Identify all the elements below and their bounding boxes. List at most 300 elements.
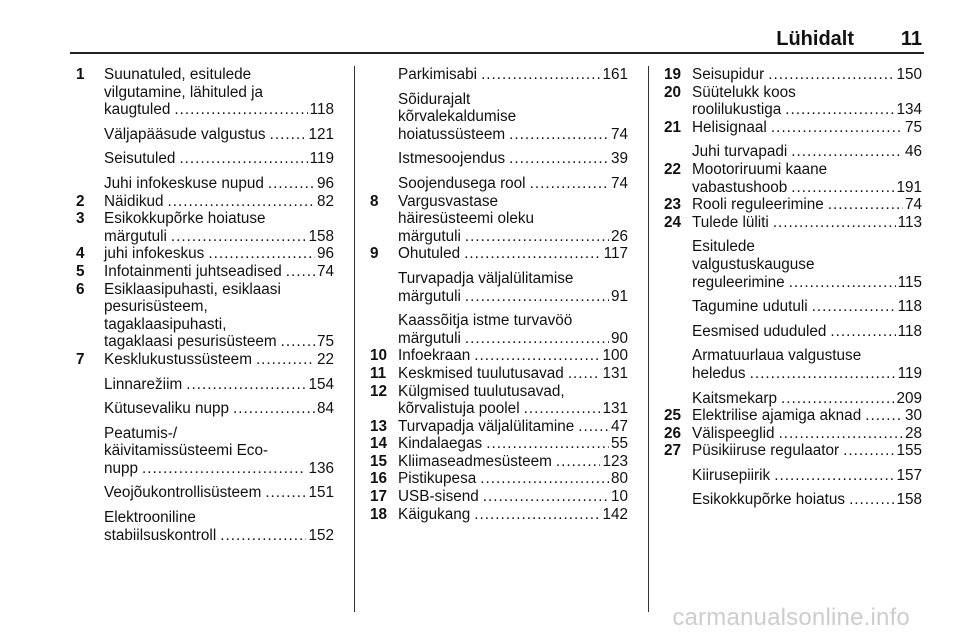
page-reference: 39 — [610, 150, 628, 168]
entry-text: Süütelukk koos — [692, 83, 796, 101]
page-reference: 100 — [602, 347, 628, 365]
entry-text: Pistikupesa — [398, 470, 477, 488]
entry-text: Esikokkupõrke hoiatus — [692, 491, 846, 509]
callout-number — [664, 143, 692, 161]
dot-leader — [464, 245, 602, 263]
entry-body — [104, 400, 334, 418]
callout-number — [664, 390, 692, 408]
dot-leader — [281, 333, 315, 351]
entry-text: Sõidurajalt — [398, 90, 471, 108]
callout-number — [370, 270, 398, 305]
index-entry — [76, 484, 334, 502]
index-entry — [664, 298, 922, 316]
dot-leader — [509, 126, 609, 144]
index-entry — [370, 453, 628, 471]
dot-leader — [812, 298, 896, 316]
page-reference: 90 — [610, 329, 628, 347]
dot-leader — [208, 245, 315, 263]
entry-text: Kesklukustussüsteem — [104, 350, 252, 368]
dot-leader — [265, 484, 306, 502]
callout-number: 4 — [76, 245, 85, 263]
index-entry — [664, 161, 922, 196]
page-reference: 131 — [602, 364, 628, 382]
callout-number: 7 — [76, 350, 85, 368]
dot-leader — [465, 288, 609, 306]
callout-number: 2 — [76, 192, 85, 210]
dot-leader — [268, 175, 315, 193]
entry-text: märgutuli — [398, 287, 461, 305]
page-reference: 74 — [610, 125, 628, 143]
dot-leader — [509, 150, 609, 168]
index-entry — [76, 509, 334, 544]
dot-leader — [174, 101, 307, 119]
callout-number: 22 — [664, 160, 682, 178]
page-reference: 161 — [602, 66, 628, 83]
entry-body — [398, 150, 628, 168]
index-entry — [76, 66, 334, 119]
entry-text: vilgutamine, lähituled ja — [104, 83, 264, 101]
entry-text: Istmesoojendus — [398, 150, 506, 168]
index-entry — [76, 175, 334, 193]
callout-number: 20 — [664, 83, 682, 101]
entry-text: tagaklaasi pesurisüsteem — [104, 333, 277, 351]
callout-number — [664, 323, 692, 341]
callout-number — [664, 238, 692, 291]
entry-text: Esikokkupõrke hoiatuse — [104, 210, 266, 228]
index-entry — [370, 91, 628, 144]
entry-body — [398, 470, 628, 488]
index-entry — [664, 347, 922, 382]
page-reference: 142 — [602, 505, 628, 523]
callout-number — [370, 175, 398, 193]
dot-leader — [220, 527, 306, 545]
entry-text: Kütusevaliku nupp — [104, 400, 230, 418]
entry-body — [104, 66, 334, 119]
page-reference: 119 — [309, 150, 334, 168]
callout-number: 14 — [370, 435, 388, 453]
entry-body — [692, 66, 922, 84]
entry-text: Juhi infokeskuse nupud — [104, 174, 264, 192]
dot-leader — [142, 460, 306, 478]
dot-leader — [186, 376, 306, 394]
entry-text: Kiirusepiirik — [692, 466, 771, 484]
entry-text: Infoekraan — [398, 347, 471, 365]
callout-number — [76, 175, 104, 193]
page-reference: 157 — [896, 466, 922, 484]
entry-body — [104, 484, 334, 502]
callout-number: 3 — [76, 210, 85, 228]
index-entry — [370, 347, 628, 365]
entry-body — [398, 435, 628, 453]
index-entry — [664, 425, 922, 443]
index-entry — [370, 365, 628, 383]
index-entry — [76, 193, 334, 211]
callout-number — [76, 484, 104, 502]
dot-leader — [483, 488, 609, 506]
index-entry — [370, 175, 628, 193]
entry-body — [692, 143, 922, 161]
header-rule — [70, 52, 924, 54]
index-entry — [370, 245, 628, 263]
entry-text: Infotainmenti juhtseadised — [104, 262, 282, 280]
callout-number: 17 — [370, 488, 388, 506]
page-reference: 46 — [904, 143, 922, 161]
callout-number — [76, 425, 104, 478]
callout-number — [76, 376, 104, 394]
entry-body — [104, 281, 334, 351]
index-entry — [370, 312, 628, 347]
dot-leader — [168, 193, 315, 211]
entry-text: Veojõukontrollisüsteem — [104, 484, 262, 502]
dot-leader — [486, 435, 609, 453]
entry-body — [398, 453, 628, 471]
entry-text: märgutuli — [398, 329, 461, 347]
page-reference: 154 — [308, 375, 334, 393]
entry-body — [104, 150, 334, 168]
callout-number: 6 — [76, 280, 85, 298]
callout-number: 16 — [370, 470, 388, 488]
callout-number: 5 — [76, 262, 85, 280]
entry-text: Suunatuled, esitulede — [104, 66, 252, 83]
page-reference: 158 — [308, 227, 334, 245]
dot-leader — [465, 228, 609, 246]
dot-leader — [556, 453, 601, 471]
page-reference: 10 — [610, 488, 628, 506]
index-entry — [370, 150, 628, 168]
entry-body — [692, 238, 922, 291]
entry-body — [398, 506, 628, 524]
page-reference: 191 — [896, 178, 922, 196]
dot-leader — [474, 506, 600, 524]
index-entry — [664, 119, 922, 137]
entry-text: märgutuli — [398, 227, 461, 245]
entry-body — [692, 347, 922, 382]
index-entry — [370, 383, 628, 418]
entry-body — [104, 376, 334, 394]
index-entry — [370, 66, 628, 84]
page-reference: 74 — [904, 196, 922, 214]
callout-number: 27 — [664, 442, 682, 460]
entry-text: Kaassõitja istme turvavöö — [398, 312, 573, 330]
entry-text: Seisupidur — [692, 66, 765, 83]
callout-number — [76, 126, 104, 144]
dot-leader — [789, 274, 896, 292]
index-column-2 — [370, 66, 628, 523]
callout-number: 25 — [664, 407, 682, 425]
index-entry — [370, 270, 628, 305]
entry-text: kaugtuled — [104, 101, 171, 119]
dot-leader — [530, 175, 609, 193]
entry-body — [398, 365, 628, 383]
entry-body — [692, 298, 922, 316]
page-reference: 91 — [610, 287, 628, 305]
page-reference: 96 — [316, 174, 334, 192]
entry-body — [104, 245, 334, 263]
callout-number: 18 — [370, 505, 388, 523]
index-entry — [664, 214, 922, 232]
entry-body — [692, 84, 922, 119]
callout-number: 15 — [370, 452, 388, 470]
page-reference: 74 — [610, 174, 628, 192]
entry-body — [398, 312, 628, 347]
entry-text: Tulede lüliti — [692, 213, 769, 231]
dot-leader — [465, 330, 609, 348]
callout-number: 1 — [76, 66, 85, 83]
page-reference: 84 — [316, 400, 334, 418]
entry-text: Kaitsmekarp — [692, 389, 778, 407]
dot-leader — [480, 470, 609, 488]
callout-number: 24 — [664, 213, 682, 231]
dot-leader — [179, 150, 307, 168]
index-entry — [370, 193, 628, 246]
entry-body — [398, 245, 628, 263]
entry-text: kõrvalekaldumise — [398, 108, 517, 126]
entry-text: Linnarežiim — [104, 375, 183, 393]
callout-number — [76, 150, 104, 168]
entry-text: Kindalaegas — [398, 435, 483, 453]
callout-number — [370, 66, 398, 84]
page-reference: 82 — [316, 192, 334, 210]
entry-body — [104, 351, 334, 369]
dot-leader — [474, 347, 600, 365]
callout-number — [664, 491, 692, 509]
entry-text: tagaklaasipuhasti, — [104, 315, 227, 333]
callout-number — [76, 509, 104, 544]
entry-text: Näidikud — [104, 192, 164, 210]
dot-leader — [771, 119, 903, 137]
entry-text: Soojendusega rool — [398, 174, 526, 192]
page-reference: 121 — [308, 125, 334, 143]
entry-text: Rooli reguleerimine — [692, 196, 824, 214]
index-column-3 — [664, 66, 922, 509]
entry-body — [692, 442, 922, 460]
watermark: carmanualsonline.info — [672, 604, 910, 631]
entry-body — [398, 270, 628, 305]
page-reference: 119 — [897, 364, 922, 382]
callout-number — [664, 467, 692, 485]
entry-body — [398, 418, 628, 436]
page-reference: 28 — [904, 424, 922, 442]
column-divider — [648, 66, 649, 612]
entry-text: Keskmised tuulutusavad — [398, 364, 564, 382]
callout-number — [370, 91, 398, 144]
entry-text: USB-sisend — [398, 488, 479, 506]
dot-leader — [233, 400, 315, 418]
index-entry — [76, 150, 334, 168]
page-reference: 209 — [896, 389, 922, 407]
page-reference: 96 — [316, 245, 334, 263]
page-reference: 118 — [897, 298, 922, 316]
index-entry — [370, 488, 628, 506]
entry-text: märgutuli — [104, 227, 167, 245]
index-entry — [76, 281, 334, 351]
callout-number: 12 — [370, 382, 388, 400]
entry-text: käivitamissüsteemi Eco- — [104, 442, 269, 460]
entry-text: Helisignaal — [692, 118, 767, 136]
page-reference: 131 — [602, 400, 628, 418]
dot-leader — [791, 143, 903, 161]
dot-leader — [568, 365, 601, 383]
dot-leader — [849, 491, 894, 509]
dot-leader — [768, 66, 894, 84]
page-reference: 75 — [316, 333, 334, 351]
index-entry — [76, 263, 334, 281]
page-reference: 113 — [897, 213, 922, 231]
index-column-1 — [76, 66, 334, 544]
entry-body — [692, 323, 922, 341]
entry-body — [104, 175, 334, 193]
index-entry — [664, 407, 922, 425]
page-reference: 134 — [896, 101, 922, 119]
callout-number — [370, 150, 398, 168]
dot-leader — [286, 263, 315, 281]
entry-body — [692, 196, 922, 214]
dot-leader — [828, 196, 903, 214]
index-entry — [664, 66, 922, 84]
entry-body — [104, 210, 334, 245]
page-reference: 150 — [896, 66, 922, 83]
index-entry — [664, 323, 922, 341]
dot-leader — [781, 390, 894, 408]
callout-number: 21 — [664, 118, 682, 136]
entry-body — [692, 467, 922, 485]
entry-text: Mootoriruumi kaane — [692, 160, 828, 178]
page-reference: 80 — [610, 470, 628, 488]
entry-body — [104, 425, 334, 478]
entry-text: Vargusvastase — [398, 192, 499, 210]
dot-leader — [779, 425, 903, 443]
page-reference: 151 — [308, 484, 334, 502]
dot-leader — [843, 442, 894, 460]
dot-leader — [171, 228, 307, 246]
page-reference: 22 — [316, 350, 334, 368]
callout-number — [664, 347, 692, 382]
entry-text: stabiilsuskontroll — [104, 526, 217, 544]
page-reference: 47 — [610, 417, 628, 435]
index-entry — [370, 418, 628, 436]
dot-leader — [578, 418, 609, 436]
index-entry — [664, 442, 922, 460]
index-entry — [76, 245, 334, 263]
page-reference: 74 — [316, 262, 334, 280]
entry-text: häiresüsteemi oleku — [398, 210, 535, 228]
entry-body — [692, 407, 922, 425]
index-entry — [664, 238, 922, 291]
index-entry — [664, 196, 922, 214]
entry-text: Väljapääsude valgustus — [104, 125, 266, 143]
callout-number — [76, 400, 104, 418]
entry-text: Välispeeglid — [692, 424, 775, 442]
entry-body — [398, 193, 628, 246]
entry-text: juhi infokeskus — [104, 245, 205, 263]
dot-leader — [270, 126, 307, 144]
index-entry — [76, 376, 334, 394]
entry-text: vabastushoob — [692, 178, 788, 196]
page-reference: 136 — [308, 459, 334, 477]
page-reference: 118 — [309, 101, 334, 119]
entry-body — [104, 126, 334, 144]
dot-leader — [774, 467, 894, 485]
entry-body — [692, 119, 922, 137]
entry-text: Parkimisabi — [398, 66, 478, 83]
page-reference: 115 — [897, 273, 922, 291]
index-entry — [76, 400, 334, 418]
column-divider — [354, 66, 355, 612]
entry-text: Seisutuled — [104, 150, 176, 168]
entry-text: roolilukustiga — [692, 101, 782, 119]
page-reference: 117 — [603, 245, 628, 263]
index-entry — [664, 390, 922, 408]
entry-body — [692, 491, 922, 509]
page-reference: 26 — [610, 227, 628, 245]
dot-leader — [785, 101, 894, 119]
entry-body — [398, 91, 628, 144]
dot-leader — [773, 214, 896, 232]
entry-text: Esiklaasipuhasti, esiklaasi — [104, 280, 281, 298]
page-reference: 152 — [308, 526, 334, 544]
entry-body — [398, 347, 628, 365]
entry-text: pesurisüsteem, — [104, 298, 208, 316]
callout-number: 8 — [370, 192, 379, 210]
entry-text: Juhi turvapadi — [692, 143, 788, 161]
entry-text: heledus — [692, 364, 746, 382]
page-reference: 158 — [896, 491, 922, 509]
page-reference: 118 — [897, 322, 922, 340]
entry-text: nupp — [104, 459, 139, 477]
callout-number — [664, 298, 692, 316]
entry-body — [692, 214, 922, 232]
entry-text: Eesmised ududuled — [692, 322, 827, 340]
entry-text: kõrvalistuja poolel — [398, 400, 520, 418]
callout-number: 13 — [370, 417, 388, 435]
entry-text: Käigukang — [398, 505, 471, 523]
index-entry — [370, 435, 628, 453]
index-entry — [76, 351, 334, 369]
entry-text: Kliimaseadmesüsteem — [398, 452, 552, 470]
entry-text: Elektrilise ajamiga aknad — [692, 407, 862, 425]
callout-number: 11 — [370, 364, 387, 382]
index-entry — [370, 506, 628, 524]
page-reference: 123 — [602, 452, 628, 470]
page-reference: 55 — [610, 435, 628, 453]
entry-text: hoiatussüsteem — [398, 125, 506, 143]
entry-text: Armatuurlaua valgustuse — [692, 347, 862, 365]
index-entry — [664, 143, 922, 161]
entry-text: valgustuskauguse — [692, 255, 815, 273]
entry-body — [104, 193, 334, 211]
entry-text: Püsikiiruse regulaator — [692, 442, 840, 460]
index-entry — [370, 470, 628, 488]
index-entry — [76, 425, 334, 478]
dot-leader — [865, 407, 903, 425]
index-entry — [664, 491, 922, 509]
callout-number: 19 — [664, 66, 682, 83]
entry-body — [692, 161, 922, 196]
entry-body — [692, 425, 922, 443]
entry-text: Esitulede — [692, 238, 755, 256]
page-reference: 30 — [904, 407, 922, 425]
dot-leader — [524, 400, 601, 418]
entry-text: Turvapadja väljalülitamise — [398, 269, 574, 287]
entry-body — [398, 66, 628, 84]
callout-number: 9 — [370, 245, 379, 263]
entry-text: Ohutuled — [398, 245, 461, 263]
callout-number: 23 — [664, 196, 682, 214]
entry-body — [398, 488, 628, 506]
entry-text: Turvapadja väljalülitamine — [398, 417, 575, 435]
callout-number — [370, 312, 398, 347]
entry-text: reguleerimine — [692, 273, 785, 291]
